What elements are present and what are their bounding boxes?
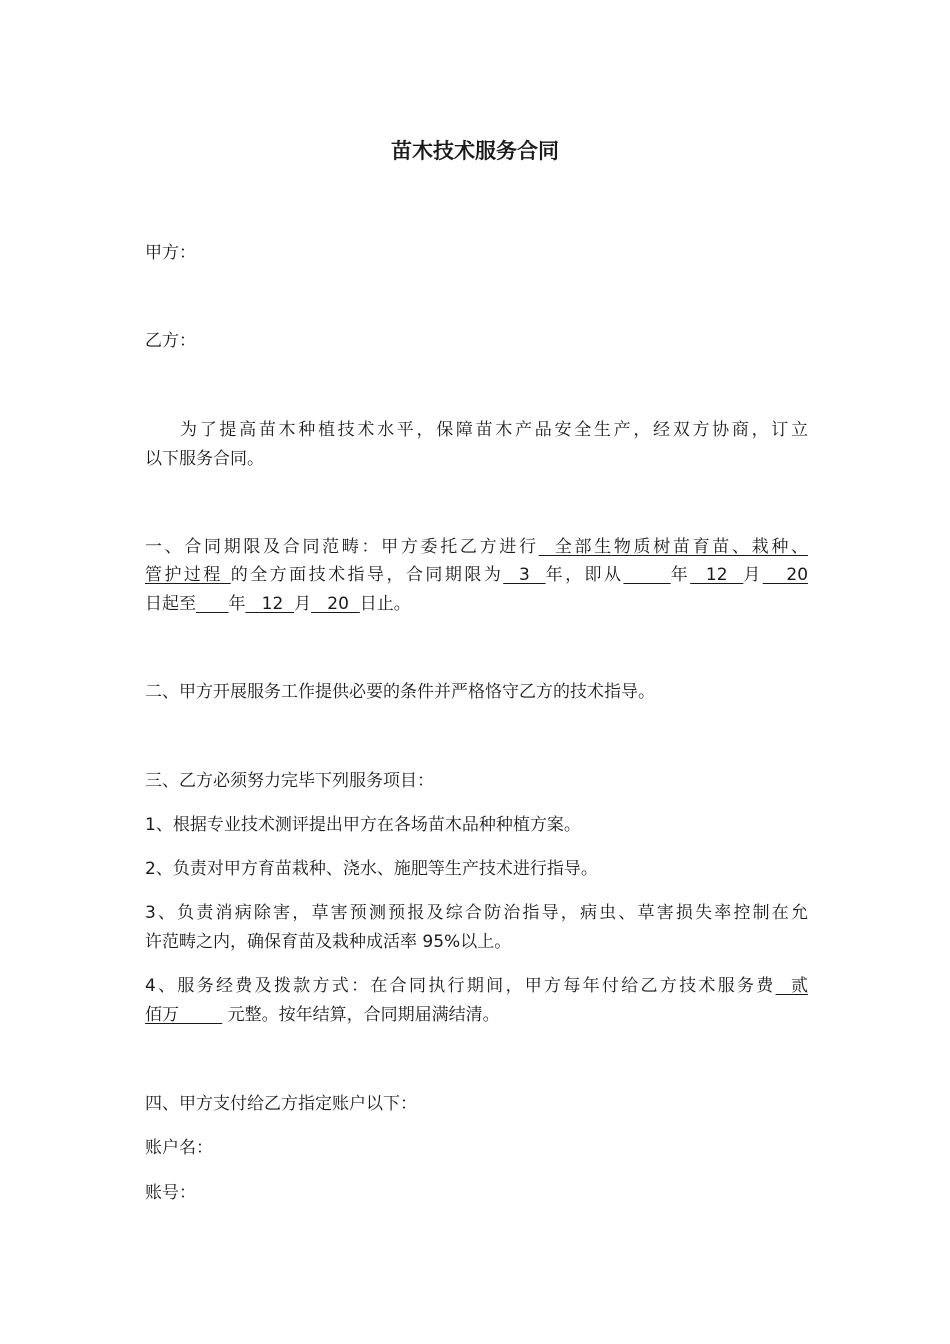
party-b-label: 乙方： (145, 331, 196, 351)
start-day-blank: 20 (762, 565, 809, 585)
item4-text: 4、服务经费及拨款方式：在合同执行期间，甲方每年付给乙方技术服务费 (145, 976, 776, 996)
item4-text: 元整。按年结算，合同期届满结清。 (222, 1005, 500, 1025)
term-years-blank: 3 (503, 565, 546, 585)
section3-item-4-line-2 (145, 1002, 808, 1028)
section1-text: 日起至 (145, 594, 196, 614)
document-title: 苗木技术服务合同 (391, 139, 559, 163)
section1-text: 年，即从 (545, 565, 624, 585)
party-a-label: 甲方： (145, 243, 196, 263)
section3-item-3-line-2: 许范畴之内，确保育苗及栽种成活率 95%以上。 (145, 932, 512, 952)
section1-text: 一、合同期限及合同范畴：甲方委托乙方进行 (145, 537, 539, 557)
section1-text: 年 (670, 565, 691, 585)
service-scope-blank: 全部生物质树苗育苗、栽种、 (538, 537, 808, 557)
section1-line-2 (145, 562, 808, 588)
section1-text: 日止。 (359, 594, 411, 614)
service-fee-blank-cont: 佰万 (145, 1005, 223, 1025)
start-month-blank: 12 (690, 565, 744, 585)
end-month-blank: 12 (245, 594, 295, 614)
section1-line-3 (145, 591, 808, 617)
intro-line-2: 以下服务合同。 (145, 449, 264, 469)
start-year-blank (623, 565, 670, 585)
section3-item-2: 2、负责对甲方育苗栽种、浇水、施肥等生产技术进行指导。 (145, 859, 598, 879)
section3-item-4-line-1 (145, 973, 808, 999)
section1-text: 月 (743, 565, 763, 585)
section4-heading: 四、甲方支付给乙方指定账户以下： (145, 1094, 417, 1114)
account-number-label: 账号： (145, 1183, 196, 1203)
end-day-blank: 20 (311, 594, 360, 614)
service-scope-blank-cont: 管护过程 (145, 565, 231, 585)
end-year-blank (196, 594, 228, 614)
service-fee-blank: 贰 (775, 976, 808, 996)
section1-text: 年 (228, 594, 246, 614)
section3-item-3-line-1: 3、负责消病除害，草害预测预报及综合防治指导，病虫、草害损失率控制在允 (145, 903, 808, 923)
section1-text: 的全方面技术指导，合同期限为 (230, 565, 504, 585)
account-name-label: 账户名： (145, 1138, 213, 1158)
intro-line-1: 为了提高苗木种植技术水平，保障苗木产品安全生产，经双方协商，订立 (180, 420, 808, 440)
section3-heading: 三、乙方必须努力完毕下列服务项目： (145, 771, 434, 791)
section1-line-1 (145, 534, 808, 560)
section1-text: 月 (294, 594, 312, 614)
section2-paragraph: 二、甲方开展服务工作提供必要的条件并严格恪守乙方的技术指导。 (145, 682, 655, 702)
section3-item-1: 1、根据专业技术测评提出甲方在各场苗木品种种植方案。 (145, 815, 581, 835)
